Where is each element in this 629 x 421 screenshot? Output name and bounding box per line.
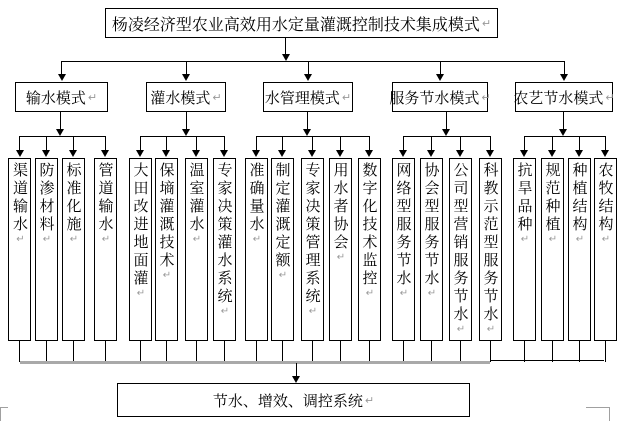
child-node[interactable] bbox=[129, 158, 152, 341]
paragraph-mark-icon: ↵ bbox=[485, 324, 497, 335]
child-node[interactable] bbox=[541, 158, 564, 341]
arrow-down-icon bbox=[220, 150, 228, 157]
child-node-label: 专家决策灌水系统 bbox=[215, 162, 234, 306]
mode-node-label: 灌水模式 bbox=[150, 88, 211, 107]
group-rail-line bbox=[524, 136, 605, 137]
child-node[interactable] bbox=[8, 158, 31, 341]
paragraph-mark-icon: ↵ bbox=[398, 288, 410, 299]
arrow-down-icon bbox=[69, 150, 77, 157]
paragraph-mark-icon: ↵ bbox=[481, 16, 492, 30]
child-node[interactable] bbox=[358, 158, 381, 341]
mode-node[interactable] bbox=[515, 82, 613, 112]
arrow-down-icon bbox=[42, 150, 50, 157]
mode-node[interactable] bbox=[146, 82, 226, 112]
arrow-down-icon bbox=[136, 150, 144, 157]
connector-drop-line bbox=[224, 136, 225, 150]
paragraph-mark-icon: ↵ bbox=[335, 252, 347, 263]
paragraph-mark-icon: ↵ bbox=[68, 234, 80, 245]
child-node-label: 种植结构 bbox=[570, 162, 589, 234]
child-node-label: 制定灌溉定额 bbox=[273, 162, 292, 270]
root-node-label: 杨凌经济型农业高效用水定量灌溉控制技术集成模式 bbox=[111, 14, 480, 34]
arrow-down-icon bbox=[399, 150, 407, 157]
mode-node-label: 水管理模式 bbox=[264, 88, 340, 107]
connector-drop-line bbox=[61, 61, 62, 74]
arrow-down-icon bbox=[182, 74, 190, 81]
mode-node[interactable] bbox=[389, 82, 491, 112]
collector-line bbox=[490, 360, 604, 361]
child-node-label: 科教示范型服务节水 bbox=[481, 162, 500, 324]
child-node[interactable] bbox=[35, 158, 58, 341]
arrow-down-icon bbox=[560, 74, 568, 81]
paragraph-mark-icon: ↵ bbox=[212, 90, 222, 104]
child-node-label: 规范种植 bbox=[543, 162, 562, 234]
arrow-down-icon bbox=[101, 150, 109, 157]
footer-stem-line bbox=[296, 363, 297, 376]
child-stem-line bbox=[196, 341, 197, 362]
paragraph-mark-icon: ↵ bbox=[481, 90, 491, 104]
connector-drop-line bbox=[403, 136, 404, 150]
connector-drop-line bbox=[73, 136, 74, 150]
child-stem-line bbox=[403, 341, 404, 362]
child-stem-line bbox=[105, 341, 106, 362]
child-node[interactable] bbox=[245, 158, 268, 341]
child-stem-line bbox=[282, 341, 283, 362]
paragraph-mark-icon: ↵ bbox=[307, 306, 319, 317]
paragraph-mark-icon: ↵ bbox=[277, 270, 289, 281]
root-arrow-down-icon bbox=[282, 54, 290, 61]
paragraph-mark-icon: ↵ bbox=[251, 234, 263, 245]
child-stem-line bbox=[256, 341, 257, 362]
child-stem-line bbox=[19, 341, 20, 362]
arrow-down-icon bbox=[278, 150, 286, 157]
paragraph-mark-icon: ↵ bbox=[87, 90, 98, 104]
child-stem-line bbox=[224, 341, 225, 362]
connector-drop-line bbox=[524, 136, 525, 150]
collector-shadow-line bbox=[20, 361, 490, 364]
child-node-label: 大田改进地面灌 bbox=[131, 162, 150, 288]
connector-drop-line bbox=[256, 136, 257, 150]
connector-drop-line bbox=[431, 136, 432, 150]
footer-node-label: 节水、增效、调控系统 bbox=[212, 391, 363, 410]
mode-stem-line bbox=[563, 112, 564, 129]
arrow-down-icon bbox=[601, 150, 609, 157]
group-rail-line bbox=[403, 136, 490, 137]
arrow-down-icon bbox=[304, 74, 312, 81]
connector-drop-line bbox=[196, 136, 197, 150]
paragraph-mark-icon: ↵ bbox=[547, 234, 559, 245]
child-stem-line bbox=[369, 341, 370, 362]
child-node-label: 标准化施 bbox=[64, 162, 83, 234]
child-node-label: 渠道输水 bbox=[11, 162, 29, 234]
child-node-label: 防渗材料 bbox=[37, 162, 56, 234]
connector-drop-line bbox=[308, 61, 309, 74]
connector-drop-line bbox=[46, 136, 47, 150]
child-stem-line bbox=[340, 341, 341, 362]
connector-drop-line bbox=[440, 61, 441, 74]
connector-drop-line bbox=[552, 136, 553, 150]
paragraph-mark-icon: ↵ bbox=[605, 90, 615, 104]
paragraph-mark-icon: ↵ bbox=[41, 234, 53, 245]
paragraph-mark-icon: ↵ bbox=[519, 234, 531, 245]
arrow-down-icon bbox=[456, 150, 464, 157]
arrow-down-icon bbox=[520, 150, 528, 157]
child-node-label: 管道输水 bbox=[96, 162, 115, 234]
arrow-down-icon bbox=[365, 150, 373, 157]
level2-rail-line bbox=[61, 61, 564, 62]
child-node[interactable] bbox=[513, 158, 536, 341]
child-node[interactable] bbox=[62, 158, 85, 341]
child-stem-line bbox=[140, 341, 141, 362]
arrow-down-icon bbox=[559, 129, 567, 136]
arrow-down-icon bbox=[442, 129, 450, 136]
arrow-down-icon bbox=[162, 150, 170, 157]
connector-drop-line bbox=[564, 61, 565, 74]
child-node[interactable] bbox=[271, 158, 294, 341]
child-stem-line bbox=[605, 341, 606, 362]
arrow-down-icon bbox=[252, 150, 260, 157]
mode-node[interactable] bbox=[15, 82, 108, 112]
paragraph-mark-icon: ↵ bbox=[100, 234, 112, 245]
child-stem-line bbox=[431, 341, 432, 362]
mode-node-label: 服务节水模式 bbox=[389, 88, 480, 107]
child-node-label: 抗旱品种 bbox=[515, 162, 534, 234]
child-node[interactable] bbox=[155, 158, 178, 341]
paragraph-mark-icon: ↵ bbox=[341, 90, 352, 104]
arrow-down-icon bbox=[308, 150, 316, 157]
connector-drop-line bbox=[369, 136, 370, 150]
connector-drop-line bbox=[105, 136, 106, 150]
arrow-down-icon bbox=[575, 150, 583, 157]
connector-drop-line bbox=[282, 136, 283, 150]
connector-drop-line bbox=[186, 61, 187, 74]
root-node[interactable] bbox=[105, 8, 498, 38]
child-node[interactable] bbox=[568, 158, 591, 341]
paragraph-mark-icon: ↵ bbox=[15, 234, 26, 245]
connector-drop-line bbox=[140, 136, 141, 150]
connector-drop-line bbox=[166, 136, 167, 150]
mode-node-label: 输水模式 bbox=[25, 88, 86, 107]
paragraph-mark-icon: ↵ bbox=[161, 270, 173, 281]
child-node-label: 协会型服务节水 bbox=[422, 162, 441, 288]
arrow-down-icon bbox=[436, 74, 444, 81]
child-stem-line bbox=[579, 341, 580, 362]
child-node-label: 保墒灌溉技术 bbox=[157, 162, 176, 270]
connector-drop-line bbox=[579, 136, 580, 150]
mode-node[interactable] bbox=[263, 82, 353, 112]
child-stem-line bbox=[46, 341, 47, 362]
child-node[interactable] bbox=[213, 158, 236, 341]
child-node[interactable] bbox=[392, 158, 415, 341]
connector-drop-line bbox=[605, 136, 606, 150]
canvas-corner-bottom-left bbox=[0, 407, 8, 421]
child-node-label: 准确量水 bbox=[247, 162, 266, 234]
child-stem-line bbox=[312, 341, 313, 362]
child-node-label: 专家决策管理系统 bbox=[303, 162, 322, 306]
paragraph-mark-icon: ↵ bbox=[191, 234, 203, 245]
child-node-label: 公司型营销服务节水 bbox=[451, 162, 470, 324]
connector-drop-line bbox=[19, 136, 20, 150]
arrow-down-icon bbox=[303, 129, 311, 136]
group-rail-line bbox=[256, 136, 369, 137]
child-node-label: 数字化技术监控 bbox=[360, 162, 379, 288]
paragraph-mark-icon: ↵ bbox=[574, 234, 586, 245]
child-stem-line bbox=[460, 341, 461, 362]
canvas-corner-bottom-right bbox=[586, 407, 610, 421]
child-stem-line bbox=[73, 341, 74, 362]
child-node[interactable] bbox=[594, 158, 617, 341]
paragraph-mark-icon: ↵ bbox=[455, 324, 467, 335]
footer-arrow-down-icon bbox=[292, 376, 300, 383]
arrow-down-icon bbox=[548, 150, 556, 157]
paragraph-mark-icon: ↵ bbox=[219, 306, 231, 317]
child-node-label: 用水者协会 bbox=[331, 162, 350, 252]
arrow-down-icon bbox=[427, 150, 435, 157]
arrow-down-icon bbox=[192, 150, 200, 157]
child-node[interactable] bbox=[449, 158, 472, 341]
arrow-down-icon bbox=[56, 129, 64, 136]
connector-drop-line bbox=[460, 136, 461, 150]
connector-drop-line bbox=[340, 136, 341, 150]
child-node[interactable] bbox=[479, 158, 502, 341]
child-node[interactable] bbox=[185, 158, 208, 341]
child-node[interactable] bbox=[301, 158, 324, 341]
paragraph-mark-icon: ↵ bbox=[364, 288, 376, 299]
child-node-label: 农牧结构 bbox=[596, 162, 615, 234]
child-node-label: 温室灌水 bbox=[187, 162, 206, 234]
child-stem-line bbox=[524, 341, 525, 362]
child-node[interactable] bbox=[329, 158, 352, 341]
mode-stem-line bbox=[307, 112, 308, 129]
paragraph-mark-icon: ↵ bbox=[426, 288, 438, 299]
root-stem-line bbox=[285, 38, 286, 54]
arrow-down-icon bbox=[336, 150, 344, 157]
paragraph-mark-icon: ↵ bbox=[364, 393, 375, 407]
child-node[interactable] bbox=[420, 158, 443, 341]
arrow-down-icon bbox=[182, 129, 190, 136]
child-stem-line bbox=[552, 341, 553, 362]
group-rail-line bbox=[140, 136, 224, 137]
child-stem-line bbox=[166, 341, 167, 362]
child-stem-line bbox=[490, 341, 491, 362]
connector-drop-line bbox=[490, 136, 491, 150]
arrow-down-icon bbox=[486, 150, 494, 157]
child-node-label: 网络型服务节水 bbox=[394, 162, 413, 288]
group-rail-line bbox=[20, 136, 106, 137]
footer-node[interactable] bbox=[117, 383, 470, 417]
paragraph-mark-icon: ↵ bbox=[135, 288, 147, 299]
child-node[interactable] bbox=[94, 158, 117, 341]
arrow-down-icon bbox=[16, 150, 24, 157]
connector-drop-line bbox=[312, 136, 313, 150]
arrow-down-icon bbox=[58, 74, 66, 81]
mode-stem-line bbox=[186, 112, 187, 129]
mode-node-label: 农艺节水模式 bbox=[513, 88, 604, 107]
mode-stem-line bbox=[446, 112, 447, 129]
mode-stem-line bbox=[60, 112, 61, 129]
paragraph-mark-icon: ↵ bbox=[600, 234, 612, 245]
